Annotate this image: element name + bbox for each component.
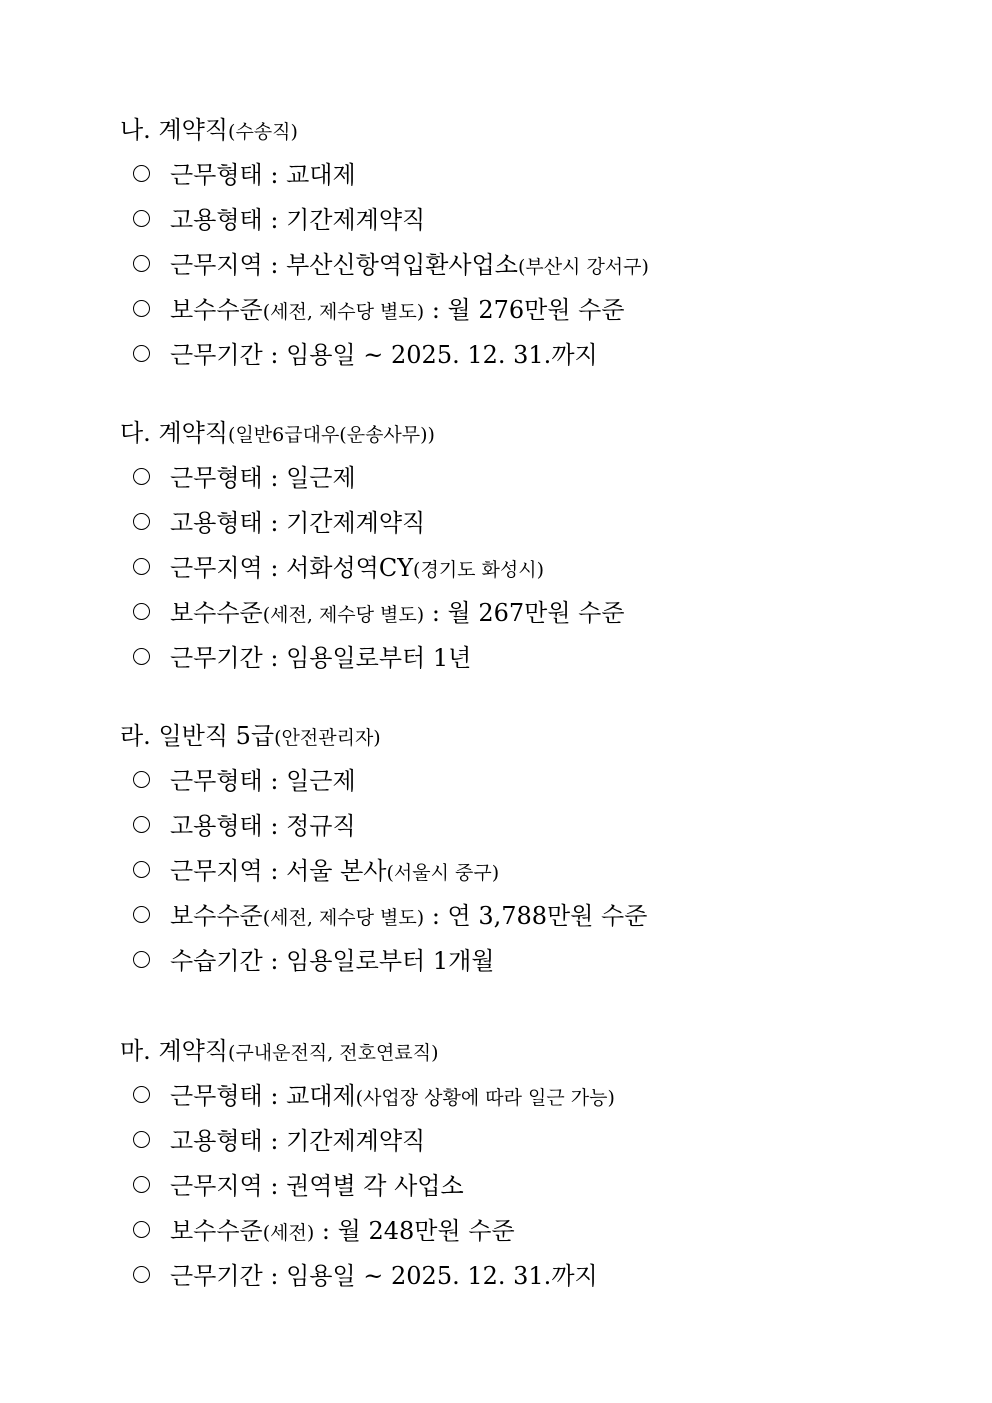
section-marker: 마.	[120, 1037, 151, 1065]
item-label: 고용형태	[170, 206, 263, 234]
item-separator: :	[262, 947, 287, 975]
item-label: 보수수준	[170, 599, 263, 627]
circle-bullet-icon	[133, 906, 150, 923]
item-separator: :	[314, 1217, 338, 1245]
section-na	[120, 108, 940, 378]
section-title-note: (안전관리자)	[274, 727, 381, 749]
item-label-note: (세전, 제수당 별도)	[262, 907, 425, 929]
item-value-note: (부산시 강서구)	[517, 256, 649, 278]
item-separator: :	[424, 296, 448, 324]
section-heading	[120, 411, 940, 456]
circle-bullet-icon	[133, 1176, 150, 1193]
item-value: 임용일로부터 1년	[286, 644, 472, 672]
item-label: 근무형태	[170, 464, 263, 492]
item-value: 기간제계약직	[286, 1127, 426, 1155]
item-separator: :	[262, 341, 287, 369]
item-separator: :	[262, 1082, 287, 1110]
section-marker: 다.	[120, 419, 151, 447]
item-value: 월 276만원 수준	[447, 296, 625, 324]
item-value: 부산신항역입환사업소	[286, 251, 518, 279]
item-label-note: (세전, 제수당 별도)	[262, 604, 425, 626]
item-value: 서울 본사	[286, 857, 387, 885]
item-value: 임용일 ~ 2025. 12. 31.까지	[286, 1262, 598, 1290]
list-item	[120, 1119, 940, 1164]
item-label: 고용형태	[170, 1127, 263, 1155]
circle-bullet-icon	[133, 1221, 150, 1238]
item-separator: :	[262, 812, 287, 840]
item-value: 월 248만원 수준	[337, 1217, 515, 1245]
item-value: 연 3,788만원 수준	[447, 902, 648, 930]
section-title: 계약직	[158, 419, 229, 447]
section-title-note: (일반6급대우(운송사무))	[228, 424, 435, 446]
item-value: 권역별 각 사업소	[286, 1172, 464, 1200]
item-separator: :	[262, 644, 287, 672]
circle-bullet-icon	[133, 1266, 150, 1283]
item-value: 기간제계약직	[286, 509, 426, 537]
item-label: 근무지역	[170, 554, 263, 582]
item-label: 고용형태	[170, 509, 263, 537]
item-label: 근무기간	[170, 644, 263, 672]
item-value-note: (사업장 상황에 따라 일근 가능)	[355, 1087, 615, 1109]
list-item	[120, 591, 940, 636]
item-separator: :	[262, 1262, 287, 1290]
item-separator: :	[262, 767, 287, 795]
item-separator: :	[424, 599, 448, 627]
item-separator: :	[262, 509, 287, 537]
item-label: 보수수준	[170, 296, 263, 324]
list-item	[120, 759, 940, 804]
list-item	[120, 456, 940, 501]
item-value: 정규직	[286, 812, 356, 840]
item-separator: :	[424, 902, 448, 930]
item-value: 임용일 ~ 2025. 12. 31.까지	[286, 341, 598, 369]
section-title-note: (수송직)	[228, 121, 298, 143]
item-value: 임용일로부터 1개월	[286, 947, 495, 975]
item-label: 보수수준	[170, 1217, 263, 1245]
circle-bullet-icon	[133, 345, 150, 362]
item-label: 근무기간	[170, 1262, 263, 1290]
item-label: 근무기간	[170, 341, 263, 369]
item-label: 수습기간	[170, 947, 263, 975]
list-item	[120, 243, 940, 288]
list-item	[120, 1254, 940, 1299]
item-value-note: (서울시 중구)	[386, 862, 500, 884]
item-separator: :	[262, 554, 287, 582]
item-label: 근무지역	[170, 251, 263, 279]
circle-bullet-icon	[133, 861, 150, 878]
section-ma	[120, 1029, 940, 1299]
item-label: 근무형태	[170, 1082, 263, 1110]
item-value: 일근제	[286, 767, 356, 795]
section-heading	[120, 1029, 940, 1074]
section-ra	[120, 714, 940, 984]
item-label: 보수수준	[170, 902, 263, 930]
item-separator: :	[262, 161, 287, 189]
list-item	[120, 1074, 940, 1119]
item-value: 일근제	[286, 464, 356, 492]
item-value: 서화성역CY	[286, 554, 414, 582]
circle-bullet-icon	[133, 1086, 150, 1103]
list-item	[120, 501, 940, 546]
circle-bullet-icon	[133, 165, 150, 182]
circle-bullet-icon	[133, 558, 150, 575]
list-item	[120, 849, 940, 894]
item-separator: :	[262, 251, 287, 279]
list-item	[120, 288, 940, 333]
circle-bullet-icon	[133, 255, 150, 272]
section-heading	[120, 108, 940, 153]
circle-bullet-icon	[133, 1131, 150, 1148]
section-heading	[120, 714, 940, 759]
item-value-note: (경기도 화성시)	[413, 559, 545, 581]
list-item	[120, 1209, 940, 1254]
item-separator: :	[262, 857, 287, 885]
item-label: 근무지역	[170, 1172, 263, 1200]
section-title: 일반직 5급	[158, 722, 275, 750]
item-value: 월 267만원 수준	[447, 599, 625, 627]
circle-bullet-icon	[133, 648, 150, 665]
circle-bullet-icon	[133, 210, 150, 227]
list-item	[120, 546, 940, 591]
list-item	[120, 894, 940, 939]
circle-bullet-icon	[133, 513, 150, 530]
item-separator: :	[262, 1127, 287, 1155]
circle-bullet-icon	[133, 300, 150, 317]
item-value: 교대제	[286, 161, 356, 189]
item-label-note: (세전, 제수당 별도)	[262, 301, 425, 323]
item-separator: :	[262, 206, 287, 234]
section-title-note: (구내운전직, 전호연료직)	[228, 1042, 439, 1064]
list-item	[120, 939, 940, 984]
list-item	[120, 804, 940, 849]
circle-bullet-icon	[133, 603, 150, 620]
section-da	[120, 411, 940, 681]
section-marker: 라.	[120, 722, 151, 750]
item-label: 근무지역	[170, 857, 263, 885]
item-value: 기간제계약직	[286, 206, 426, 234]
item-label: 근무형태	[170, 767, 263, 795]
list-item	[120, 153, 940, 198]
section-marker: 나.	[120, 116, 151, 144]
circle-bullet-icon	[133, 771, 150, 788]
circle-bullet-icon	[133, 816, 150, 833]
circle-bullet-icon	[133, 468, 150, 485]
list-item	[120, 1164, 940, 1209]
section-title: 계약직	[158, 1037, 229, 1065]
list-item	[120, 198, 940, 243]
item-label: 고용형태	[170, 812, 263, 840]
item-separator: :	[262, 464, 287, 492]
circle-bullet-icon	[133, 951, 150, 968]
list-item	[120, 333, 940, 378]
item-separator: :	[262, 1172, 287, 1200]
item-value: 교대제	[286, 1082, 356, 1110]
item-label-note: (세전)	[262, 1222, 315, 1244]
list-item	[120, 636, 940, 681]
item-label: 근무형태	[170, 161, 263, 189]
section-title: 계약직	[158, 116, 229, 144]
